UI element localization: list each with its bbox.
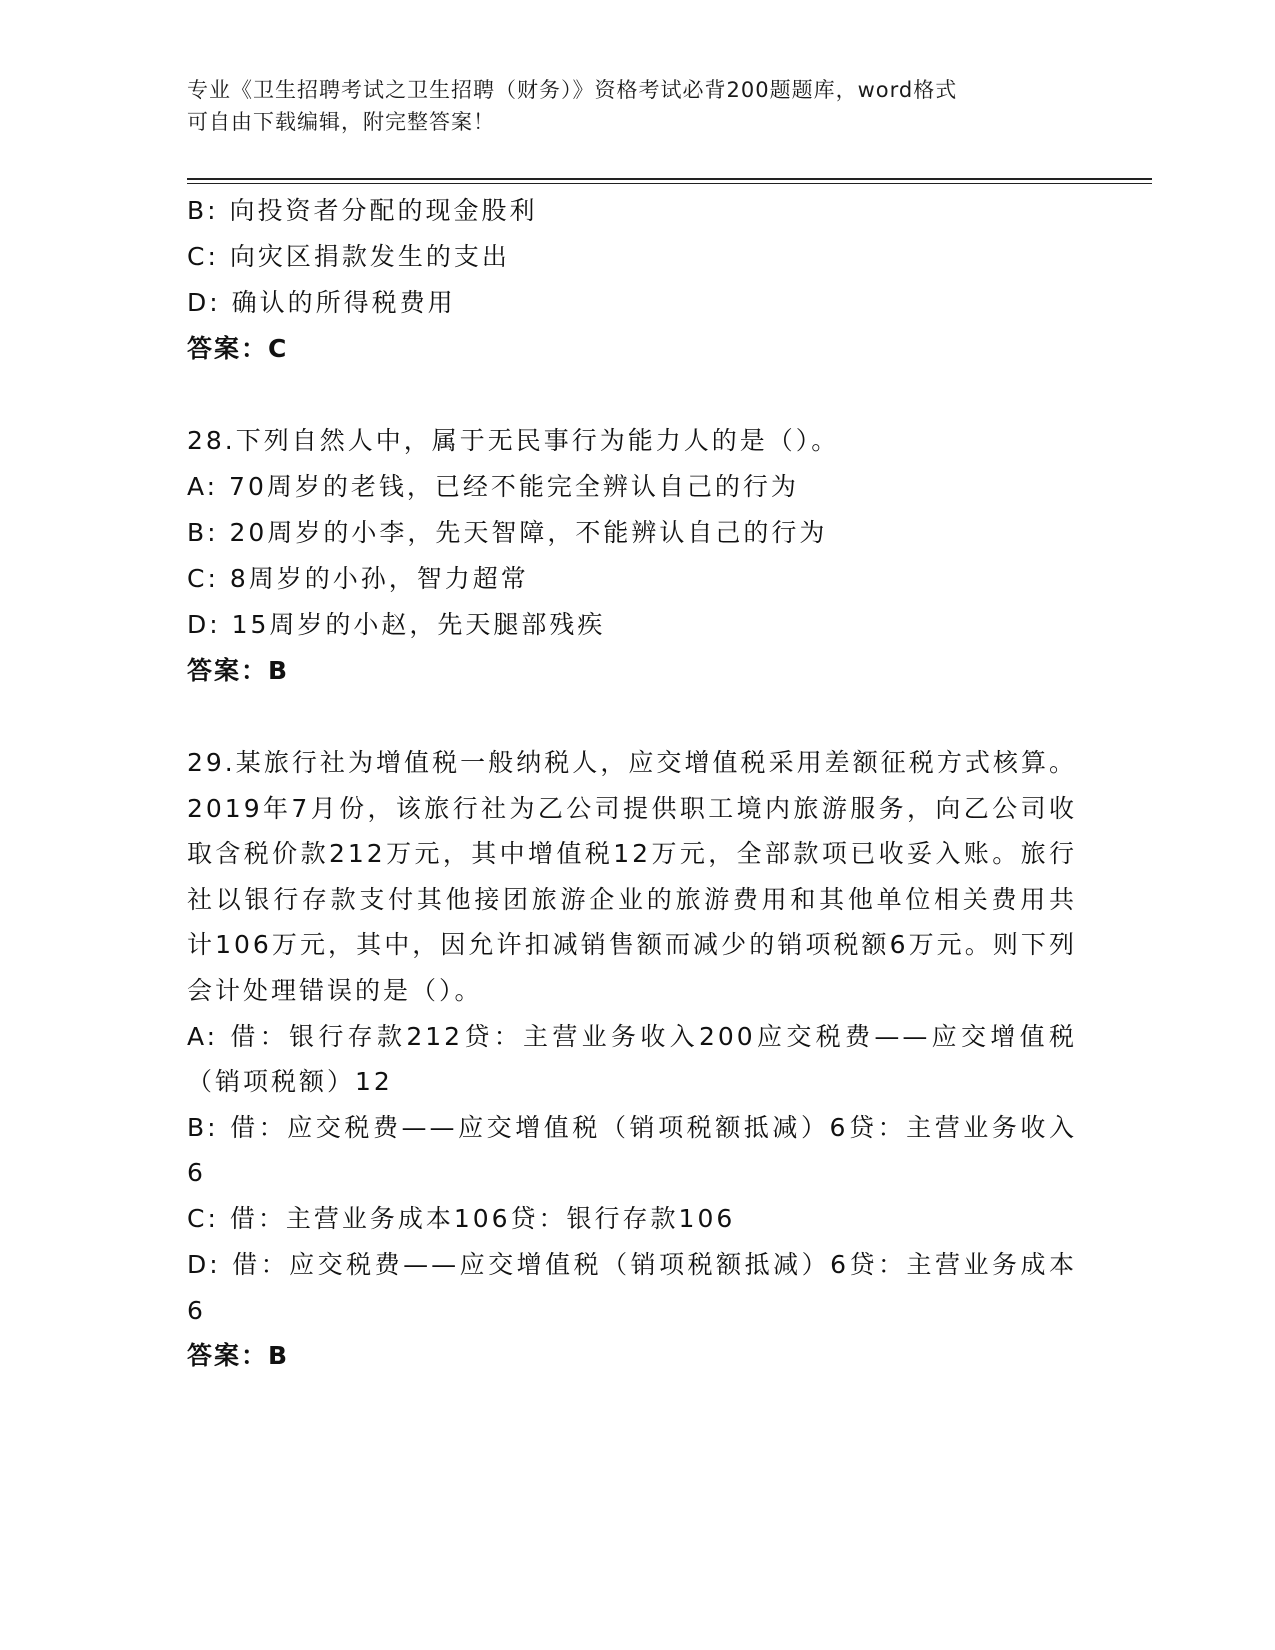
spacer [187,372,1077,418]
q27-option-c: C: 向灾区捐款发生的支出 [187,242,510,271]
header-line-1: 专业《卫生招聘考试之卫生招聘（财务）》资格考试必背200题题库，word格式 [187,78,958,102]
q28-option-b: B: 20周岁的小李，先天智障，不能辨认自己的行为 [187,518,828,547]
q28-option-c: C: 8周岁的小孙，智力超常 [187,564,529,593]
header-rule-thin [187,183,1152,184]
question-29-block [187,740,1077,1379]
header-line-2: 可自由下载编辑，附完整答案！ [187,110,495,134]
q29-question: 29.某旅行社为增值税一般纳税人，应交增值税采用差额征税方式核算。2019年7月份，该旅行社为乙公司提供职工境内旅游服务，向乙公司收取含税价款212万元，其中增值税12万元，全部款项已收妥入账。旅行社以银行存款支付其他接团旅游企业的旅游费用和其他单位相关费用共计106万元，其中，因允许扣减销售额而减少的销项税额6万元。则下列会计处理错误的是（）。 [187,748,1077,1005]
q28-option-d: D: 15周岁的小赵，先天腿部残疾 [187,610,606,639]
q29-answer: 答案：B [187,1341,290,1371]
q27-answer: 答案：C [187,334,289,363]
q28-question: 28.下列自然人中，属于无民事行为能力人的是（）。 [187,426,840,455]
q29-option-c: C: 借：主营业务成本106贷：银行存款106 [187,1203,736,1233]
document-body [187,188,1077,1379]
q27-option-b: B: 向投资者分配的现金股利 [187,196,538,225]
question-28-block [187,418,1077,694]
q29-option-b: B: 借：应交税费——应交增值税（销项税额抵减）6贷：主营业务收入6 [187,1112,1077,1188]
q29-option-d: D: 借：应交税费——应交增值税（销项税额抵减）6贷：主营业务成本6 [187,1249,1077,1325]
question-27-block [187,188,1077,372]
q27-option-d: D: 确认的所得税费用 [187,288,456,317]
q29-option-a: A: 借：银行存款212贷：主营业务收入200应交税费——应交增值税（销项税额）12 [187,1021,1077,1097]
spacer [187,694,1077,740]
q28-answer: 答案：B [187,656,290,685]
header-rule-thick [187,178,1152,180]
document-header [187,74,1067,138]
q28-option-a: A: 70周岁的老钱，已经不能完全辨认自己的行为 [187,472,799,501]
